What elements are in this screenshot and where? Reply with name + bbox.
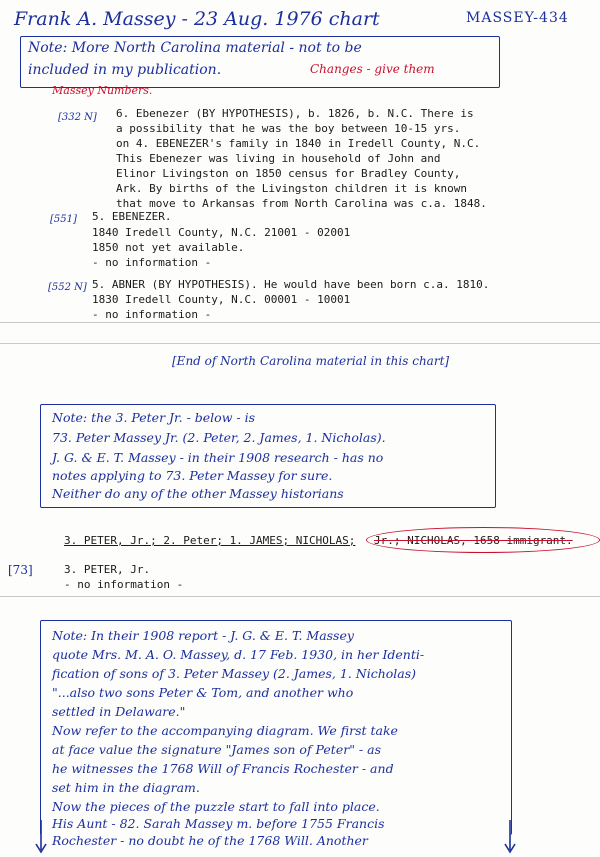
note1-line2: included in my publication. (28, 62, 222, 78)
note3-line: His Aunt - 82. Sarah Massey m. before 1755 Francis (52, 816, 385, 831)
entry-tag: [552 N] (48, 282, 87, 293)
note2-line: J. G. & E. T. Massey - in their 1908 research - has no (52, 450, 384, 465)
entry-tag: [332 N] (58, 112, 97, 123)
note3-line: fication of sons of 3. Peter Massey (2. James, 1. Nicholas) (52, 666, 417, 681)
note2-line: notes applying to 73. Peter Massey for sure. (52, 468, 333, 483)
entry-line: - no information - (92, 256, 212, 269)
entry-line: This Ebenezer was living in household of John and (116, 152, 441, 165)
entry-line: that move to Arkansas from North Carolina was c.a. 1848. (116, 197, 487, 210)
note3-line: settled in Delaware." (52, 704, 186, 719)
entry-tag: [551] (50, 214, 77, 225)
entry-line: 5. ABNER (BY HYPOTHESIS). He would have been born c.a. 1810. (92, 278, 490, 291)
note3-line: "...also two sons Peter & Tom, and another who (52, 685, 354, 700)
peter-line2: 3. PETER, Jr. (64, 563, 151, 576)
note3-line: at face value the signature "James son of Peter" - as (52, 742, 381, 757)
header-title: Frank A. Massey - 23 Aug. 1976 chart (14, 8, 380, 30)
entry-line: on 4. EBENEZER's family in 1840 in Iredell County, N.C. (116, 137, 481, 150)
entry-line: 6. Ebenezer (BY HYPOTHESIS), b. 1826, b. N.C. There is (116, 107, 474, 120)
entry-line: 1840 Iredell County, N.C. 21001 - 02001 (92, 226, 351, 239)
entry-line: Ark. By births of the Livingston children it is known (116, 182, 467, 195)
down-arrow-icon (503, 820, 517, 854)
divider-line (0, 322, 600, 323)
note3-line: Note: In their 1908 report - J. G. & E. T. Massey (52, 628, 354, 643)
note3-line: he witnesses the 1768 Will of Francis Rochester - and (52, 761, 394, 776)
peter-struck: Jr.; NICHOLAS, 1658 immigrant. (374, 534, 573, 547)
peter-tag: [73] (8, 563, 33, 577)
note2-line: Note: the 3. Peter Jr. - below - is (52, 410, 255, 425)
entry-line: 5. EBENEZER. (92, 210, 172, 223)
entry-line: 1830 Iredell County, N.C. 00001 - 10001 (92, 293, 351, 306)
red-strike-oval (366, 527, 600, 553)
note2-line: Neither do any of the other Massey historians (52, 486, 344, 501)
entry-line: Elinor Livingston on 1850 census for Bradley County, (116, 167, 461, 180)
peter-line3: - no information - (64, 578, 184, 591)
entry-line: 1850 not yet available. (92, 241, 245, 254)
divider-line (0, 596, 600, 597)
note3-line: Now refer to the accompanying diagram. We first take (52, 723, 398, 738)
end-note: [End of North Carolina material in this chart] (172, 354, 450, 368)
divider-line (0, 343, 600, 344)
note2-line: 73. Peter Massey Jr. (2. Peter, 2. James, 1. Nicholas). (52, 430, 386, 445)
note1-red-changes: Changes - give them (310, 62, 435, 76)
note1-line1: Note: More North Carolina material - not to be (28, 40, 362, 56)
note3-line: Now the pieces of the puzzle start to fall into place. (52, 799, 380, 814)
note3-line: set him in the diagram. (52, 780, 200, 795)
down-arrow-icon (34, 820, 48, 854)
entry-line: - no information - (92, 308, 212, 321)
entry-line: a possibility that he was the boy between 10-15 yrs. (116, 122, 461, 135)
note3-line: quote Mrs. M. A. O. Massey, d. 17 Feb. 1930, in her Identi- (52, 647, 425, 662)
note3-line: Rochester - no doubt he of the 1768 Will. Another (52, 833, 368, 848)
peter-line: 3. PETER, Jr.; 2. Peter; 1. JAMES; NICHOLAS; (64, 534, 356, 547)
header-code: MASSEY-434 (466, 10, 569, 26)
note1-red-numbers: Massey Numbers. (52, 84, 153, 97)
